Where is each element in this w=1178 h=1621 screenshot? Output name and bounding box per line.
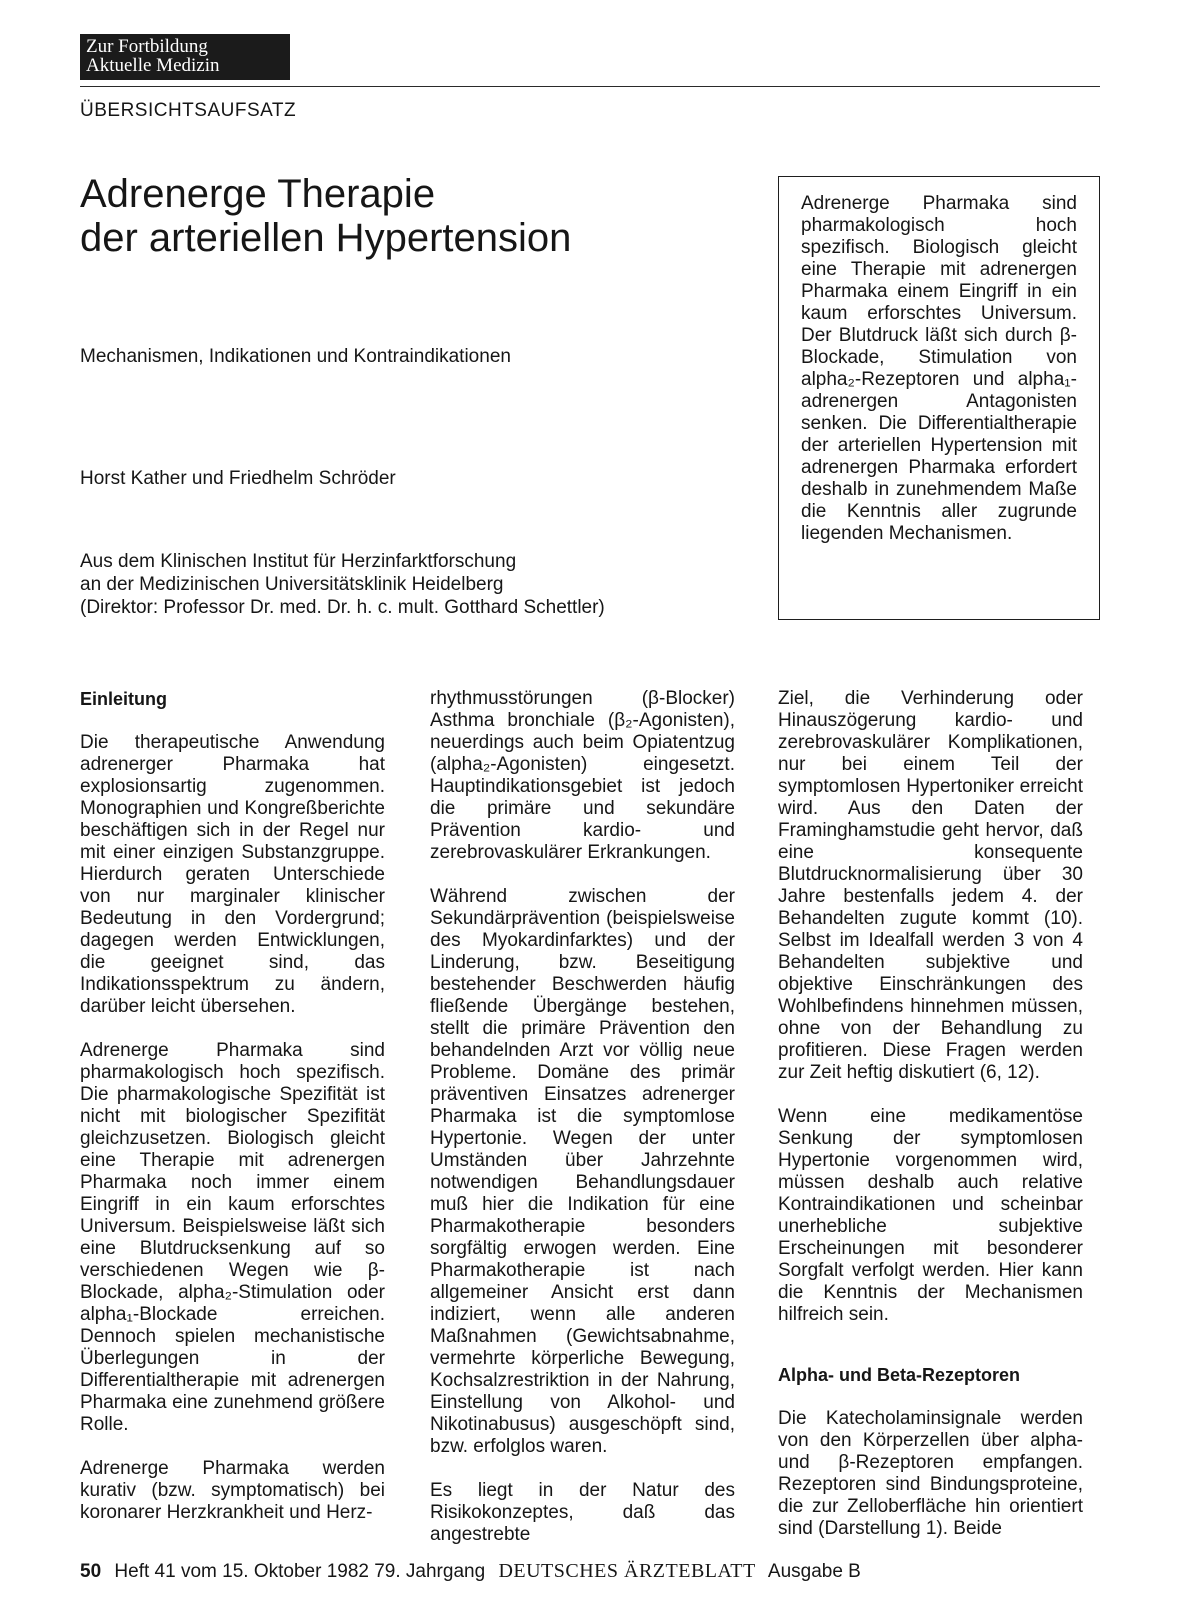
title-line-2: der arteriellen Hypertension	[80, 216, 572, 260]
article-subtitle: Mechanismen, Indikationen und Kontraindikationen	[80, 346, 511, 367]
issue-info: Heft 41 vom 15. Oktober 1982 79. Jahrgang	[114, 1561, 486, 1582]
affiliation-line-2: an der Medizinischen Universitätsklinik Heidelberg	[80, 574, 504, 595]
journal-name: DEUTSCHES ÄRZTEBLATT	[498, 1560, 756, 1582]
paragraph: Ziel, die Verhinderung oder Hinauszögerung kardio- und zerebrovaskulärer Komplikationen, nur bei einem Teil der symptomlosen Hypertoniker erreicht wird. Aus den Daten der Framinghamstudie geht hervor, daß eine konsequente Blutdrucknormalisierung über 30 Jahre bestenfalls jedem 4. der Behandelten zugute kommt (10). Selbst im Idealfall werden 3 von 4 Behandelten subjektive und objektive Einschränkungen des Wohlbefindens hinnehmen müssen, ohne von der Behandlung zu profitieren. Diese Fragen werden zur Zeit heftig diskutiert (6, 12).	[778, 688, 1083, 1083]
paragraph: Adrenerge Pharmaka werden kurativ (bzw. symptomatisch) bei koronarer Herzkrankheit und Herz-	[80, 1458, 385, 1523]
heading-einleitung: Einleitung	[80, 689, 167, 709]
rubric-line-2: Aktuelle Medizin	[86, 55, 220, 76]
affiliation-line-1: Aus dem Klinischen Institut für Herzinfarktforschung	[80, 551, 517, 572]
paragraph: Während zwischen der Sekundärprävention (beispielsweise des Myokardinfarktes) und der Linderung, bzw. Beseitigung bestehender Beschwerden häufig fließende Übergänge bestehen, stellt die primäre Prävention den behandelnden Arzt vor völlig neue Probleme. Domäne des primär präventiven Einsatzes adrenerger Pharmaka ist die symptomlose Hypertonie. Wegen der unter Umständen über Jahrzehnte notwendigen Behandlungsdauer muß hier die Indikation für eine Pharmakotherapie besonders sorgfältig erwogen werden. Eine Pharmakotherapie ist nach allgemeiner Ansicht erst dann indiziert, wenn alle anderen Maßnahmen (Gewichtsabnahme, vermehrte körperliche Bewegung, Kochsalzrestriktion in der Nahrung, Einstellung von Alkohol- und Nikotinabusus) ausgeschöpft sind, bzw. erfolglos waren.	[430, 886, 735, 1457]
text-column-2	[430, 688, 735, 1568]
rubric-line-1: Zur Fortbildung	[86, 36, 208, 57]
paragraph: rhythmusstörungen (β-Blocker) Asthma bronchiale (β₂-Agonisten), neuerdings auch beim Opiatentzug (alpha₂-Agonisten) eingesetzt. Hauptindikationsgebiet ist jedoch die primäre und sekundäre Prävention kardio- und zerebrovaskulärer Erkrankungen.	[430, 688, 735, 863]
author-affiliation	[80, 550, 605, 619]
paragraph: Es liegt in der Natur des Risikokonzeptes, daß das angestrebte	[430, 1480, 735, 1545]
rubric-header	[80, 34, 290, 80]
title-line-1: Adrenerge Therapie	[80, 172, 436, 216]
page-footer	[80, 1560, 861, 1583]
paragraph: Die therapeutische Anwendung adrenerger Pharmaka hat explosionsartig zugenommen. Monographien und Kongreßberichte beschäftigen sich in der Regel nur mit einer einzigen Substanzgruppe. Hierdurch geraten Unterschiede von nur marginaler klinischer Bedeutung in den Vordergrund; dagegen werden Entwicklungen, die geeignet sind, das Indikationsspektrum zu ändern, darüber leicht übersehen.	[80, 732, 385, 1017]
heading-rezeptoren: Alpha- und Beta-Rezeptoren	[778, 1365, 1021, 1385]
paragraph: Adrenerge Pharmaka sind pharmakologisch hoch spezifisch. Die pharmakologische Spezifität ist nicht mit biologischer Spezifität gleichzusetzen. Biologisch gleicht eine Therapie mit adrenergen Pharmaka noch immer einem Eingriff in ein kaum erforschtes Universum. Beispielsweise läßt sich eine Blutdrucksenkung auf so verschiedenen Wegen wie β-Blockade, alpha₂-Stimulation oder alpha₁-Blockade erreichen. Dennoch spielen mechanistische Überlegungen in der Differentialtherapie mit adrenergen Pharmaka eine zunehmend größere Rolle.	[80, 1040, 385, 1435]
page-number: 50	[80, 1561, 102, 1582]
edition: Ausgabe B	[767, 1561, 861, 1582]
header-rule	[80, 86, 1100, 87]
paragraph: Die Katecholaminsignale werden von den Körperzellen über alpha- und β-Rezeptoren empfangen. Rezeptoren sind Bindungsproteine, die zur Zelloberfläche hin orientiert sind (Darstellung 1). Beide	[778, 1408, 1083, 1539]
paragraph: Wenn eine medikamentöse Senkung der symptomlosen Hypertonie vorgenommen wird, müssen deshalb auch relative Kontraindikationen und scheinbar unerhebliche subjektive Erscheinungen mit besonderer Sorgfalt verfolgt werden. Hier kann die Kenntnis der Mechanismen hilfreich sein.	[778, 1106, 1083, 1325]
affiliation-line-3: (Direktor: Professor Dr. med. Dr. h. c. mult. Gotthard Schettler)	[80, 597, 605, 618]
article-authors: Horst Kather und Friedhelm Schröder	[80, 468, 396, 489]
summary-box	[778, 176, 1100, 620]
article-title	[80, 172, 571, 260]
summary-text: Adrenerge Pharmaka sind pharmakologisch hoch spezifisch. Biologisch gleicht eine Therapie mit adrenergen Pharmaka einem Eingriff in ein kaum erforschtes Universum. Der Blutdruck läßt sich durch β-Blockade, Stimulation von alpha₂-Rezeptoren und alpha₁-adrenergen Antagonisten senken. Die Differentialtherapie der arteriellen Hypertension mit adrenergen Pharmaka erfordert deshalb in zunehmendem Maße die Kenntnis aller zugrunde liegenden Mechanismen.	[801, 193, 1077, 544]
section-label: ÜBERSICHTSAUFSATZ	[80, 100, 297, 121]
text-column-3	[778, 688, 1083, 1562]
text-column-1	[80, 688, 385, 1546]
